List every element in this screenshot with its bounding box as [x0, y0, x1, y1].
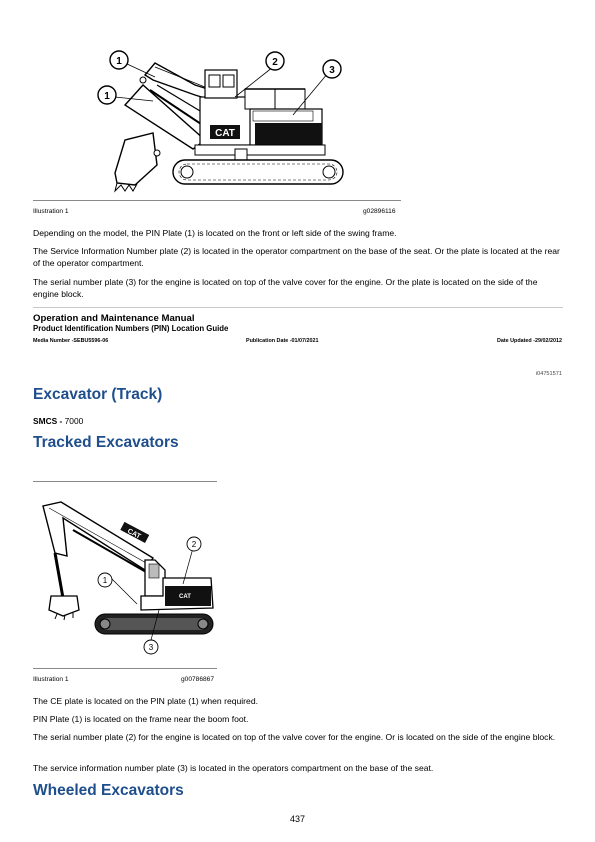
heading-excavator-track: Excavator (Track) [33, 386, 163, 403]
paragraph-serial-plate: The serial number plate (3) for the engine is located on top of the valve cover for the engine. Or the plate is located on the side of the engine block. [33, 277, 538, 299]
illustration-2-top-rule [33, 481, 217, 482]
cat-logo-1: CAT [215, 128, 235, 139]
manual-title: Operation and Maintenance Manual [33, 313, 195, 324]
callout-2: 2 [272, 57, 278, 68]
paragraph-pin-plate-boom: PIN Plate (1) is located on the frame near the boom foot. [33, 714, 249, 724]
illustration-1-label: Illustration 1 [33, 208, 69, 215]
illustration-1-id: g02896116 [363, 208, 396, 215]
paragraph-ce-plate: The CE plate is located on the PIN plate (1) when required. [33, 696, 258, 706]
date-updated: Date Updated -29/02/2012 [496, 338, 562, 344]
illustration-1-rule [33, 200, 401, 201]
page-number: 437 [289, 814, 306, 824]
heading-wheeled-excavators: Wheeled Excavators [33, 782, 184, 799]
illustration-2-rule [33, 668, 217, 669]
document-header-rule [33, 307, 563, 308]
paragraph-service-info-plate: The Service Information Number plate (2) is located in the operator compartment on the base of the seat. Or the plate is located at the rear of the operator compartment. [33, 246, 560, 268]
callout-2-1: 1 [102, 576, 108, 585]
callout-1a: 1 [116, 56, 122, 67]
illustration-2-id: g00786867 [181, 676, 215, 683]
manual-subtitle: Product Identification Numbers (PIN) Location Guide [33, 324, 229, 333]
cat-logo-boom: CAT [126, 527, 142, 541]
cat-logo-body: CAT [179, 594, 191, 600]
media-number: Media Number -SEBU5596-06 [33, 338, 109, 344]
illustration-2-label: Illustration 1 [33, 676, 69, 683]
heading-tracked-excavators: Tracked Excavators [33, 434, 179, 451]
callout-2-3: 3 [148, 643, 154, 652]
document-id: i04751571 [535, 371, 562, 377]
mining-shovel-illustration [95, 45, 355, 195]
tracked-excavator-illustration [33, 498, 218, 658]
paragraph-service-info-seat: The service information number plate (3) is located in the operators compartment on the base of the seat. [33, 763, 434, 773]
paragraph-engine-serial-plate: The serial number plate (2) for the engine is located on top of the valve cover for the engine. Or is located on the side of the engine block. [33, 732, 556, 742]
callout-3: 3 [329, 65, 335, 76]
paragraph-pin-plate: Depending on the model, the PIN Plate (1) is located on the front or left side of the swing frame. [33, 228, 397, 238]
smcs-line [33, 416, 83, 426]
smcs-value: 7000 [62, 416, 84, 426]
publication-date: Publication Date -01/07/2021 [246, 338, 319, 344]
callout-1b: 1 [104, 91, 110, 102]
callout-2-2: 2 [191, 540, 197, 549]
smcs-label: SMCS - [33, 416, 63, 426]
